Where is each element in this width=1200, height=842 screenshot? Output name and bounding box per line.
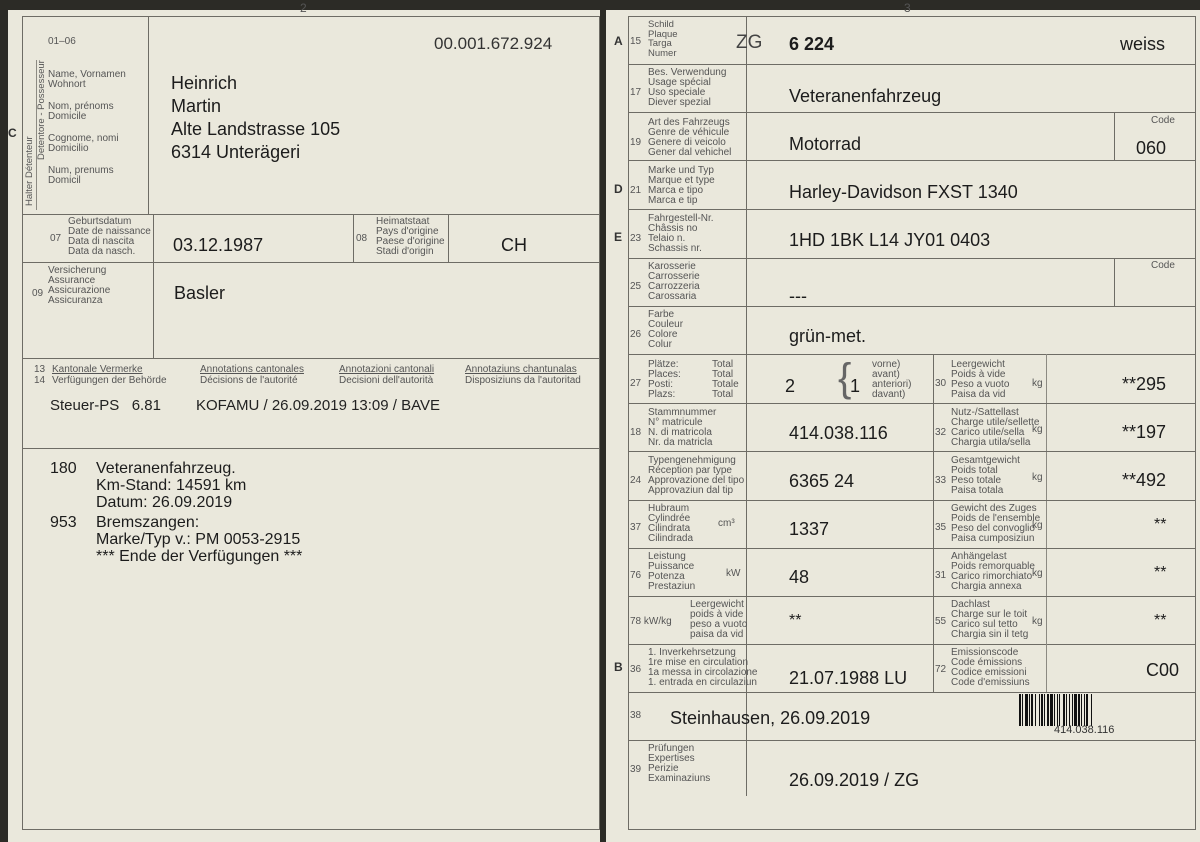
document-number: 00.001.672.924 — [434, 34, 553, 53]
emission-value: C00 — [1146, 660, 1180, 680]
birthdate-labels: Geburtsdatum Date de naissance Data di nascita Data da nasch. — [68, 216, 151, 257]
brace-icon: { — [838, 356, 852, 400]
holder-vertical-1: Halter Détenteur — [24, 136, 35, 206]
plate-canton: ZG — [736, 32, 763, 53]
barcode-text: 414.038.116 — [1054, 724, 1115, 736]
kw-kg-value: ** — [789, 612, 802, 629]
cantonal-it: Annotazioni cantonali Decisioni dell'autorità — [339, 364, 435, 386]
inspections-value: 26.09.2019 / ZG — [789, 770, 920, 790]
empty-weight-value: **295 — [1122, 374, 1167, 394]
barcode-icon — [1019, 694, 1166, 726]
displacement-value: 1337 — [789, 519, 830, 539]
holder-vertical-2: Detentore - Possesseur — [36, 60, 47, 160]
page-number: 3 — [904, 1, 911, 15]
insurance-labels: Versicherung Assurance Assicurazione Assicuranza — [48, 265, 111, 306]
usage-value: Veteranenfahrzeug — [789, 86, 942, 106]
field-01-06: 01–06 — [48, 36, 76, 47]
train-weight-value: ** — [1154, 516, 1167, 533]
holder-address — [171, 72, 340, 164]
seats-front: 1 — [850, 376, 861, 396]
seats-total: 2 — [785, 376, 796, 396]
body-value: --- — [789, 286, 807, 306]
birthdate-value: 03.12.1987 — [173, 235, 264, 255]
trailer-load-value: ** — [1154, 564, 1167, 581]
roof-load-value: ** — [1154, 612, 1167, 629]
total-weight-value: **492 — [1122, 470, 1167, 490]
origin-labels: Heimatstaat Pays d'origine Paese d'origine Stadi d'origin — [376, 216, 445, 257]
insurance-value: Basler — [174, 283, 226, 303]
steuer-ps: Steuer-PS 6.81 — [50, 397, 161, 414]
matricule-value: 414.038.116 — [789, 423, 888, 443]
first-registration-value: 21.07.1988 LU — [789, 668, 908, 688]
cantonal-de: Kantonale Vermerke Verfügungen der Behörde — [52, 364, 167, 386]
holder-city: 6314 Unterägeri — [171, 142, 301, 162]
page-number: 2 — [300, 1, 307, 15]
holder-second-name: Martin — [171, 96, 222, 116]
approval-value: 6365 24 — [789, 471, 855, 491]
side-letter-c: C — [8, 126, 17, 140]
cantonal-rm: Annotaziuns chantunalas Disposiziuns da l'autoritad — [465, 364, 581, 386]
cantonal-fr: Annotations cantonales Décisions de l'autorité — [200, 364, 304, 386]
name-labels: Name, Vornamen Wohnort Nom, prénoms Domicile Cognome, nomi Domicilio Num, prenums Domicil — [48, 69, 126, 186]
right-page: 3 A 15 Schild Plaque Targa Numer ZG 6 224 weiss 17 Bes. Verwendung Usage spécial Uso speciale Diever spezial Veteranenfahrzeug 19 Art des Fahrzeugs Genre de véhicule Genere di veicolo Gener dal vehichel Motorrad Code 060 D 21 Marke und Typ Marque et type Marca e tipo Marca e tip Harley-Davidson FXST 1340 E 23 Fahrgestell-Nr. Châssis no Telaio n. Schassis nr. 1HD 1BK L14 JY01 0403 25 Karosserie Carrosserie Carrozzeria Carossaria --- Code 26 Farbe Couleur Colore Colur grün-met. 27 Plätze: Places: Posti: Plazs: Total Total Totale Total 2 { 1 vorne) avant) anteriori) davant) 30 Leergewicht Poids à vide Peso a vuoto Paisa da vid kg **295 18 Stammnummer N° matricule N. di matricola Nr. da matricla 414.038.116 32 Nutz-/Sattellast Charge utile/sellette Carico utile/sella Chargia utila/sella kg **197 24 Typengenehmigung Réception par type Approvazione del tipo Approvaziun dal tip 6365 24 33 Gesamtgewicht Poids total Peso totale Paisa totala kg **492 37 Hubraum Cylindrée Cilindrata Cilindrada cm³ 1337 35 Gewicht des Zuges Poids de l'ensemble Peso del convoglio Paisa cumposiziun kg ** 76 Leistung Puissance Potenza Prestaziun kW 48 31 Anhängelast Poids remorquable Carico rimorchiato Chargia annexa kg ** 78 kW/kg Leergewicht poids à vide peso a vuoto paisa da vid ** 55 Dachlast Charge sur le toit Carico sul tetto Chargia sin il tetg kg ** B 36 1. Inverkehrsetzung 1re mise en circulation 1a messa in circolazione 1. entrada en circulaziun 21.07.1988 LU 72 Emissionscode Code émissions Codice emissioni Code d'emissiuns C00 38 Steinhausen, 26.09.2019 414.038.116 39 Prüfungen Expertises Perizie Examinaziuns 26.09.2019 / ZG — [606, 10, 1200, 842]
payload-value: **197 — [1122, 422, 1167, 442]
kofamu-line: KOFAMU / 26.09.2019 13:09 / BAVE — [196, 397, 441, 414]
plate-number: 6 224 — [789, 34, 835, 54]
place-date-value: Steinhausen, 26.09.2019 — [670, 708, 871, 728]
holder-first-name: Heinrich — [171, 73, 238, 93]
make-value: Harley-Davidson FXST 1340 — [789, 182, 1018, 202]
origin-value: CH — [501, 235, 527, 255]
vehicle-type-code: 060 — [1136, 138, 1167, 158]
vehicle-type-value: Motorrad — [789, 134, 862, 154]
power-value: 48 — [789, 567, 810, 587]
plate-labels: Schild Plaque Targa Numer — [648, 19, 678, 59]
holder-street: Alte Landstrasse 105 — [171, 119, 341, 139]
color-value: grün-met. — [789, 326, 867, 346]
plate-color: weiss — [1120, 34, 1166, 54]
left-page: 2 C Halter Détenteur Detentore - Possesseur 01–06 00.001.672.924 Name, Vornamen Wohnort Nom, prénoms Domicile Cognome, nomi Domicilio Num, prenums Domicil Heinrich Martin Alte Landstrasse 105 6314 Unterägeri 07 Geburtsdatum Date de naissance Data di nascita Data da nasch. 03.12.1987 08 Heimatstaat Pays d'origine Paese d'origine Stadi d'origin CH 09 Versicherung Assurance Assicurazione Assicuranza Basler 13 14 Kantonale Vermerke Verfügungen der Behörde Annotations cantonales Décisions de l'autorité Annotazioni cantonali Decisioni dell'autorità Annotaziuns chantunalas Disposiziuns da l'autoritad Steuer-PS 6.81 KOFAMU / 26.09.2019 13:09 / BAVE 180 Veteranenfahrzeug. Km-Stand: 14591 km Datum: 26.09.2019 953 Bremszangen: Marke/Typ v.: PM 0053-2915 *** Ende der Verfügungen *** — [8, 10, 600, 842]
chassis-value: 1HD 1BK L14 JY01 0403 — [789, 230, 991, 250]
